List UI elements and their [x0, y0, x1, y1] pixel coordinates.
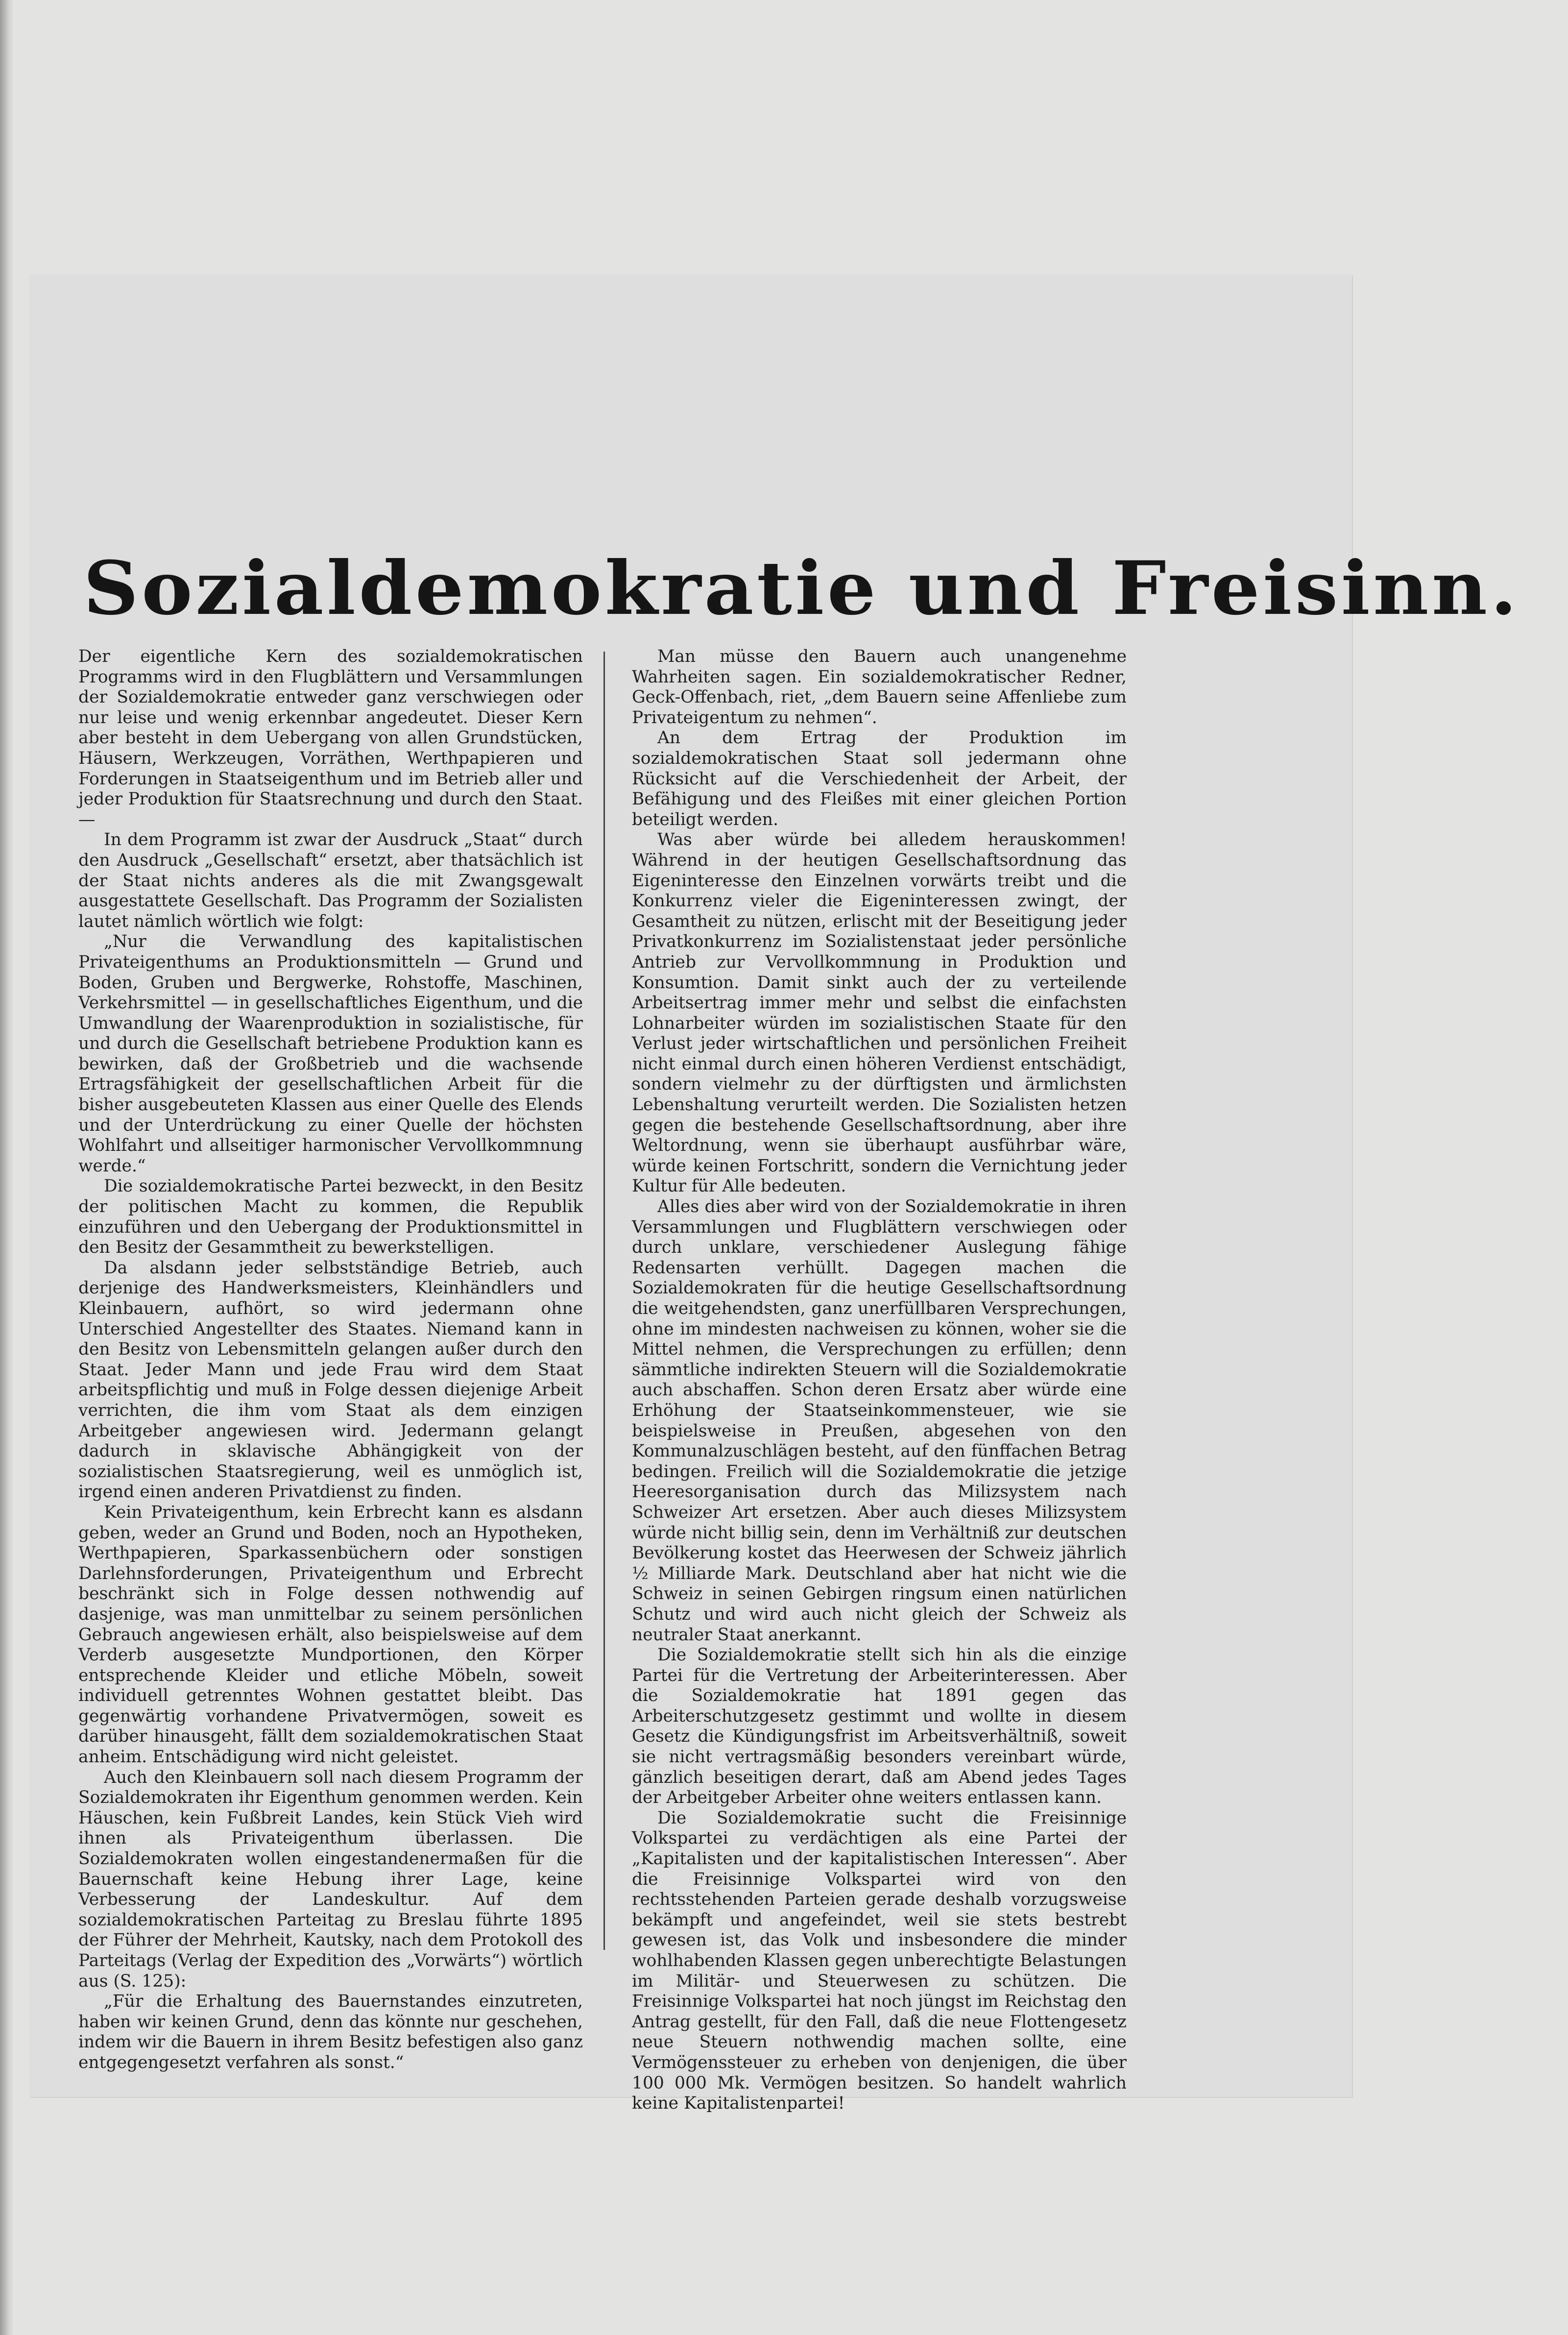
paragraph: Der eigentliche Kern des sozialdemokratischen Programms wird in den Flugblättern und Versammlungen der Sozialdemokratie entweder ganz verschwiegen oder nur leise und wenig erkennbar angedeutet. Dieser Kern aber besteht in dem Uebergang von allen Grundstücken, Häusern, Werkzeugen, Vorräthen, Werthpapieren und Forderungen in Staatseigenthum und im Betrieb aller und jeder Produktion für Staatsrechnung und durch den Staat. —: [78, 647, 583, 829]
paragraph: Da alsdann jeder selbstständige Betrieb, auch derjenige des Handwerksmeisters, Kleinhändlers und Kleinbauern, aufhört, so wird jedermann ohne Unterschied Angestellter des Staates. Niemand kann in den Besitz von Lebensmitteln gelangen außer durch den Staat. Jeder Mann und jede Frau wird dem Staat arbeitspflichtig und muß in Folge dessen diejenige Arbeit verrichten, die ihm vom Staat als dem einzigen Arbeitgeber angewiesen wird. Jedermann gelangt dadurch in sklavische Abhängigkeit von der sozialistischen Staatsregierung, weil es unmöglich ist, irgend einen anderen Privatdienst zu finden.: [78, 1258, 583, 1502]
paragraph: Alles dies aber wird von der Sozialdemokratie in ihren Versammlungen und Flugblättern verschwiegen oder durch unklare, verschiedener Auslegung fähige Redensarten verhüllt. Dagegen machen die Sozialdemokraten für die heutige Gesellschaftsordnung die weitgehendsten, ganz unerfüllbaren Versprechungen, ohne im mindesten nachweisen zu können, woher sie die Mittel nehmen, die Versprechungen zu erfüllen; denn sämmtliche indirekten Steuern will die Sozialdemokratie auch abschaffen. Schon deren Ersatz aber würde eine Erhöhung der Staatseinkommensteuer, wie sie beispielsweise in Preußen, abgesehen von den Kommunalzuschlägen besteht, auf den fünffachen Betrag bedingen. Freilich will die Sozialdemokratie die jetzige Heeresorganisation durch das Milizsystem nach Schweizer Art ersetzen. Aber auch dieses Milizsystem würde nicht billig sein, denn im Verhältniß zur deutschen Bevölkerung kostet das Heerwesen der Schweiz jährlich ½ Milliarde Mark. Deutschland aber hat nicht wie die Schweiz in seinen Gebirgen ringsum einen natürlichen Schutz und wird auch nicht gleich der Schweiz als neutraler Staat anerkannt.: [632, 1197, 1127, 1645]
paragraph: Auch den Kleinbauern soll nach diesem Programm der Sozialdemokraten ihr Eigenthum genommen werden. Kein Häuschen, kein Fußbreit Landes, kein Stück Vieh wird ihnen als Privateigenthum überlassen. Die Sozialdemokraten wollen eingestandenermaßen für die Bauernschaft keine Hebung ihrer Lage, keine Verbesserung der Landeskultur. Auf dem sozialdemokratischen Parteitag zu Breslau führte 1895 der Führer der Mehrheit, Kautsky, nach dem Protokoll des Parteitags (Verlag der Expedition des „Vorwärts“) wörtlich aus (S. 125):: [78, 1767, 583, 1991]
paragraph: Man müsse den Bauern auch unangenehme Wahrheiten sagen. Ein sozialdemokratischer Redner, Geck-Offenbach, riet, „dem Bauern seine Affenliebe zum Privateigentum zu nehmen“.: [632, 647, 1127, 728]
left-column: [78, 647, 583, 2072]
article-title: Sozialdemokratie und Freisinn.: [83, 545, 1520, 632]
paragraph: In dem Programm ist zwar der Ausdruck „Staat“ durch den Ausdruck „Gesellschaft“ ersetzt, aber thatsächlich ist der Staat nichts anderes als die mit Zwangsgewalt ausgestattete Gesellschaft. Das Programm der Sozialisten lautet nämlich wörtlich wie folgt:: [78, 830, 583, 931]
paragraph: Die Sozialdemokratie stellt sich hin als die einzige Partei für die Vertretung der Arbeiterinteressen. Aber die Sozialdemokratie hat 1891 gegen das Arbeiterschutzgesetz gestimmt und wollte in diesem Gesetz die Kündigungsfrist im Arbeitsverhältniß, soweit sie nicht vertragsmäßig besonders vereinbart würde, gänzlich beseitigen derart, daß am Abend jedes Tages der Arbeitgeber Arbeiter ohne weiters entlassen kann.: [632, 1645, 1127, 1808]
paragraph: „Für die Erhaltung des Bauernstandes einzutreten, haben wir keinen Grund, denn das könnte nur geschehen, indem wir die Bauern in ihrem Besitz befestigen also ganz entgegengesetzt verfahren als sonst.“: [78, 1992, 583, 2072]
right-column: [632, 647, 1127, 2114]
scan-edge-shadow: [0, 0, 14, 2335]
paragraph: „Nur die Verwandlung des kapitalistischen Privateigenthums an Produktionsmitteln — Grund und Boden, Gruben und Bergwerke, Rohstoffe, Maschinen, Verkehrsmittel — in gesellschaftliches Eigenthum, und die Umwandlung der Waarenproduktion in sozialistische, für und durch die Gesellschaft betriebene Produktion kann es bewirken, daß der Großbetrieb und die wachsende Ertragsfähigkeit der gesellschaftlichen Arbeit für die bisher ausgebeuteten Klassen aus einer Quelle des Elends und der Unterdrückung zu einer Quelle der höchsten Wohlfahrt und allseitiger harmonischer Vervollkommnung werde.“: [78, 932, 583, 1176]
paragraph: Die Sozialdemokratie sucht die Freisinnige Volkspartei zu verdächtigen als eine Partei der „Kapitalisten und der kapitalistischen Interessen“. Aber die Freisinnige Volkspartei wird von den rechtsstehenden Parteien gerade deshalb vorzugsweise bekämpft und angefeindet, weil sie stets bestrebt gewesen ist, das Volk und insbesondere die minder wohlhabenden Klassen gegen unberechtigte Belastungen im Militär- und Steuerwesen zu schützen. Die Freisinnige Volkspartei hat noch jüngst im Reichstag den Antrag gestellt, für den Fall, daß die neue Flottengesetz neue Steuern nothwendig machen sollte, eine Vermögenssteuer zu erheben von denjenigen, die über 100 000 Mk. Vermögen besitzen. So handelt wahrlich keine Kapitalistenpartei!: [632, 1808, 1127, 2114]
paragraph: An dem Ertrag der Produktion im sozialdemokratischen Staat soll jedermann ohne Rücksicht auf die Verschiedenheit der Arbeit, der Befähigung und des Fleißes mit einer gleichen Portion beteiligt werden.: [632, 728, 1127, 829]
column-divider: [603, 652, 605, 1950]
paragraph: Die sozialdemokratische Partei bezweckt, in den Besitz der politischen Macht zu kommen, die Republik einzuführen und den Uebergang der Produktionsmittel in den Besitz der Gesammtheit zu bewerkstelligen.: [78, 1176, 583, 1258]
paragraph: Was aber würde bei alledem herauskommen! Während in der heutigen Gesellschaftsordnung das Eigeninteresse den Einzelnen vorwärts treibt und die Konkurrenz vieler die Eigeninteressen zwingt, der Gesamtheit zu nützen, erlischt mit der Beseitigung jeder Privatkonkurrenz im Sozialistenstaat jeder persönliche Antrieb zur Vervollkommnung in Produktion und Konsumtion. Damit sinkt auch der zu verteilende Arbeitsertrag immer mehr und selbst die einfachsten Lohnarbeiter würden im sozialistischen Staate für den Verlust jeder wirtschaftlichen und persönlichen Freiheit nicht einmal durch einen höheren Verdienst entschädigt, sondern vielmehr zu der dürftigsten und ärmlichsten Lebenshaltung verurteilt werden. Die Sozialisten hetzen gegen die bestehende Gesellschaftsordnung, aber ihre Weltordnung, wenn sie überhaupt ausführbar wäre, würde keinen Fortschritt, sondern die Vernichtung jeder Kultur für Alle bedeuten.: [632, 830, 1127, 1196]
paragraph: Kein Privateigenthum, kein Erbrecht kann es alsdann geben, weder an Grund und Boden, noch an Hypotheken, Werthpapieren, Sparkassenbüchern oder sonstigen Darlehnsforderungen, Privateigenthum und Erbrecht beschränkt sich in Folge dessen nothwendig auf dasjenige, was man unmittelbar zu seinem persönlichen Gebrauch angewiesen erhält, also beispielsweise auf dem Verderb ausgesetzte Mundportionen, den Körper entsprechende Kleider und etliche Möbeln, soweit individuell getrenntes Wohnen gestattet bleibt. Das gegenwärtig vorhandene Privatvermögen, soweit es darüber hinausgeht, fällt dem sozialdemokratischen Staat anheim. Entschädigung wird nicht geleistet.: [78, 1502, 583, 1767]
